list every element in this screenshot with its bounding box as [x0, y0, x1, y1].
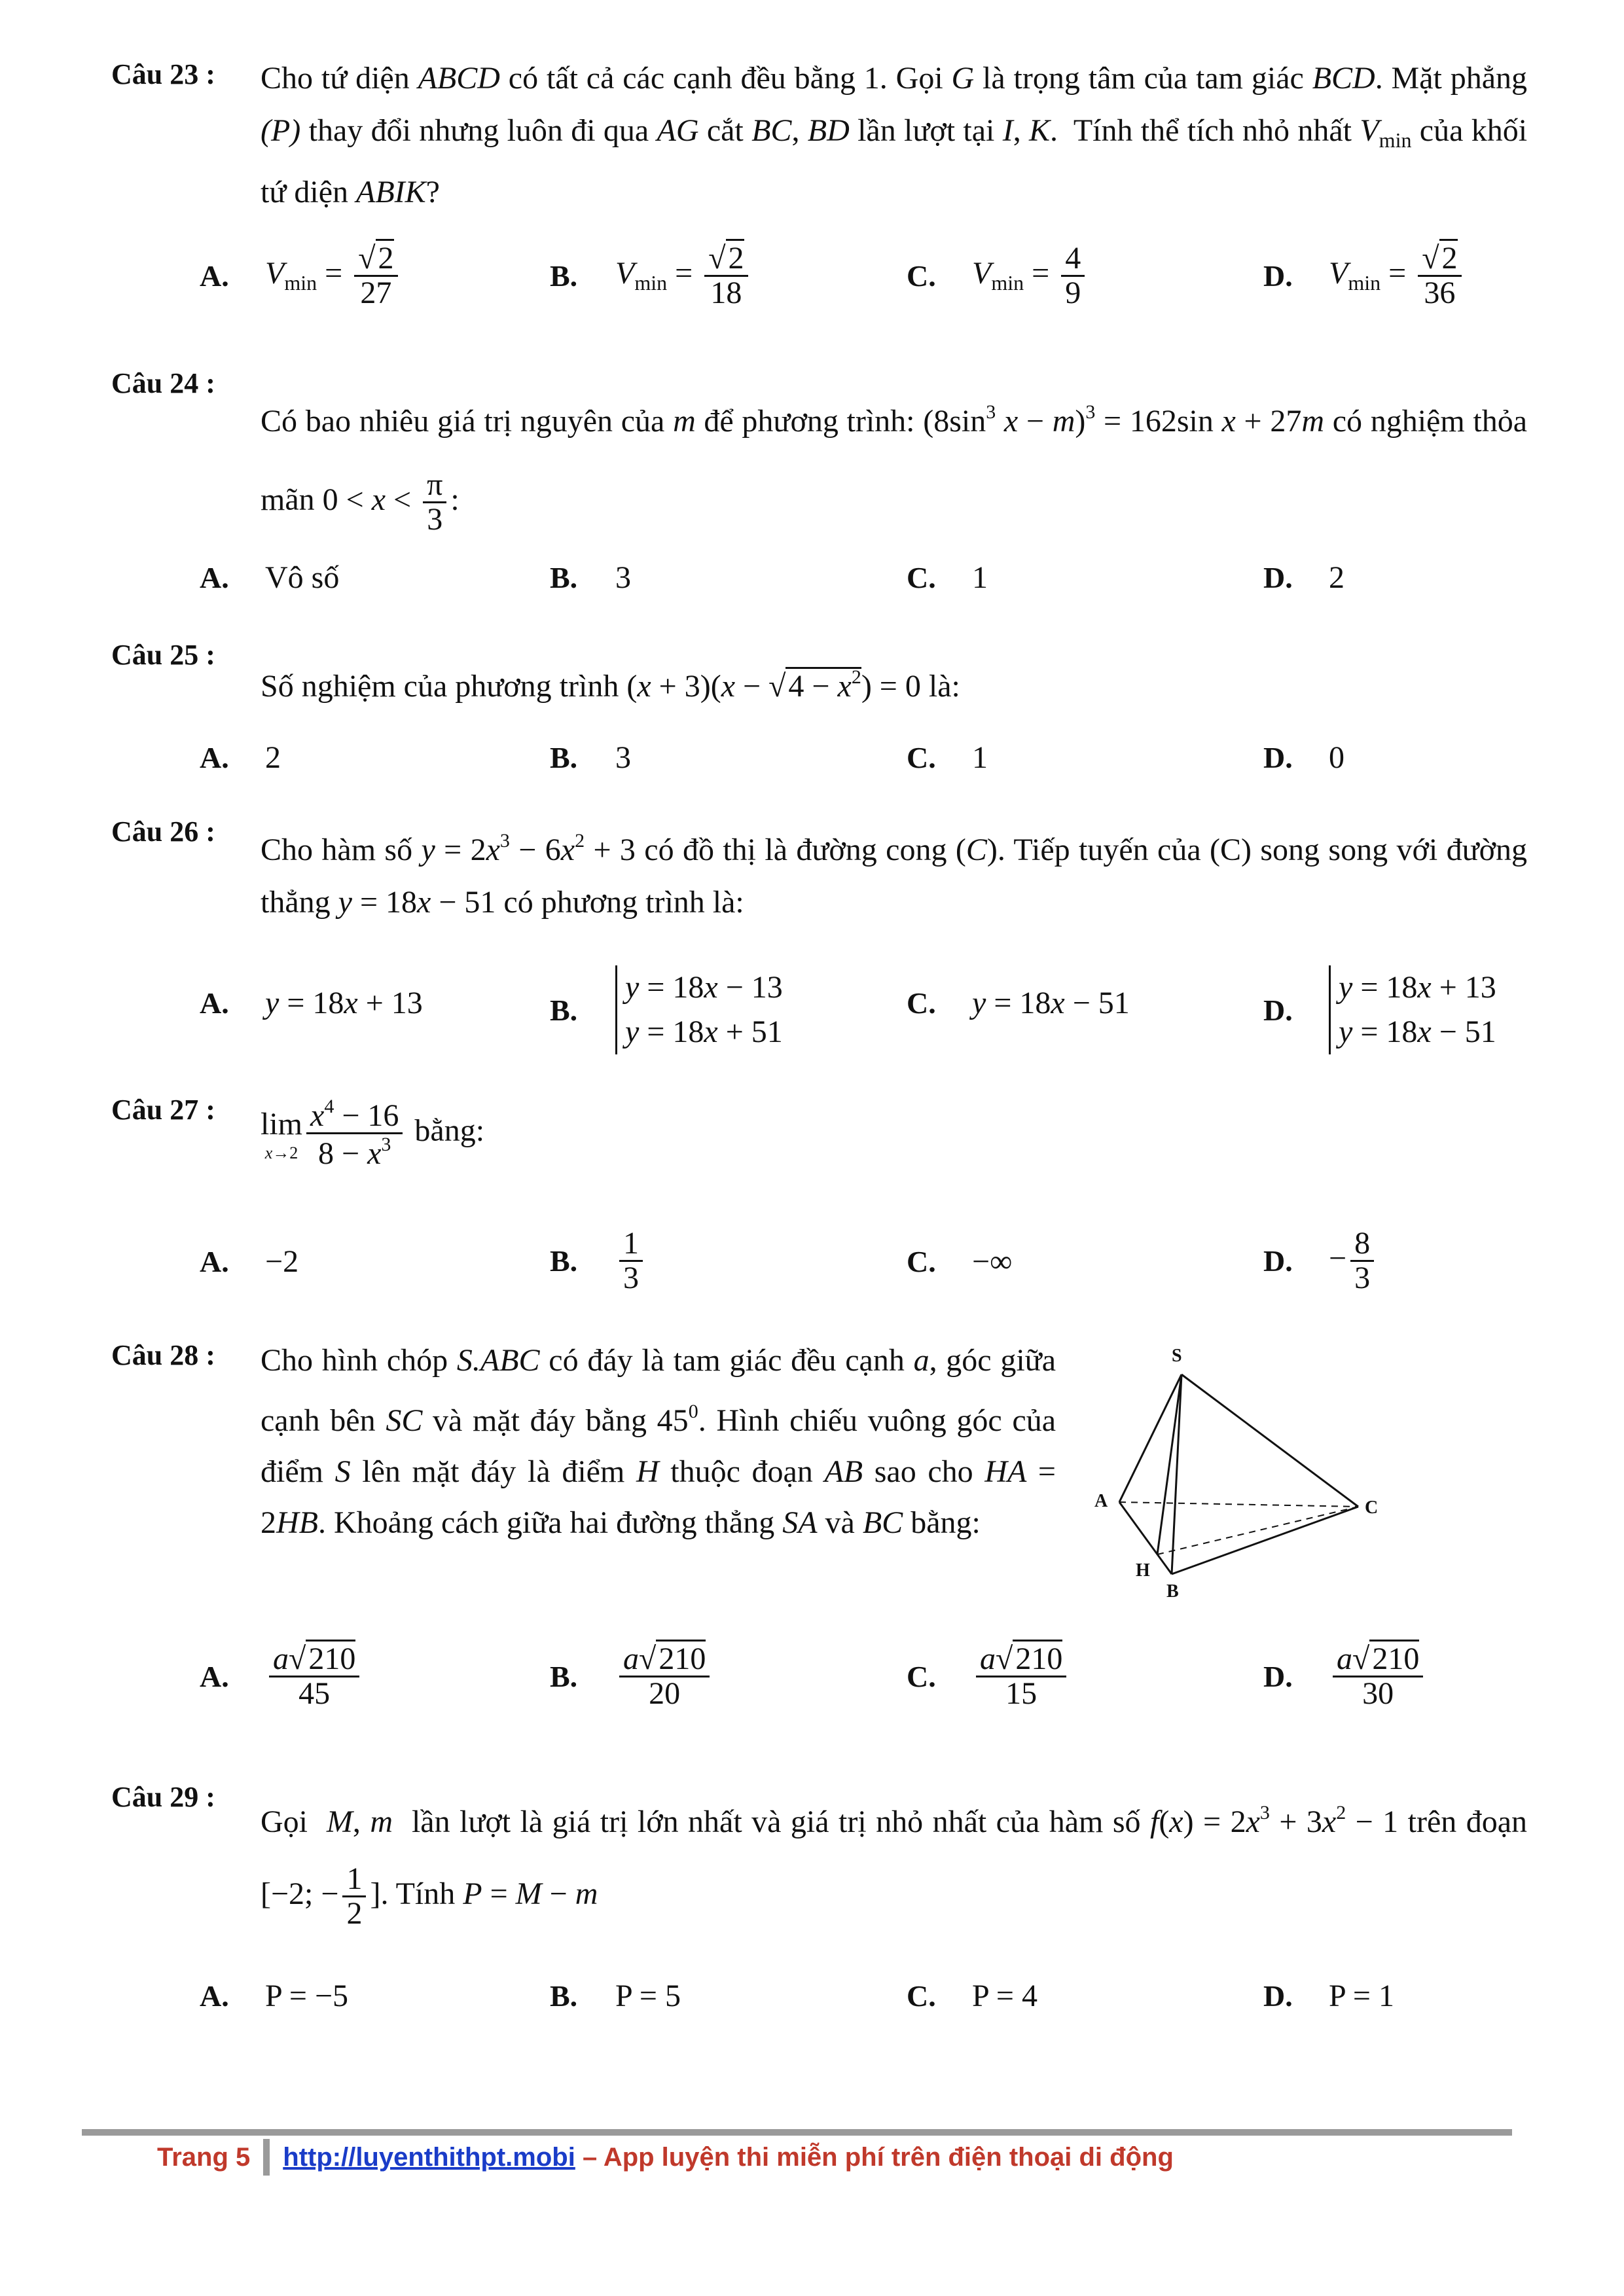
q26-option-b[interactable]: B. y = 18x − 13 y = 18x + 51 [550, 965, 783, 1054]
label-c: C [1365, 1498, 1379, 1518]
question-29-label: Câu 29 : [111, 1781, 215, 1813]
question-28-label: Câu 28 : [111, 1339, 215, 1371]
question-26-label: Câu 26 : [111, 816, 215, 848]
label-h: H [1136, 1560, 1150, 1581]
q29-option-d[interactable]: D. P = 1 [1263, 1979, 1394, 2013]
question-25-label: Câu 25 : [111, 639, 215, 671]
q26-option-d[interactable]: D. y = 18x + 13 y = 18x − 51 [1263, 965, 1496, 1054]
q23-option-c[interactable]: C. $V_{min}$ = $\frac{4}{9}$ [907, 242, 1089, 310]
question-28-text: Cho hình chóp S.ABC có đáy là tam giác đều cạnh a, góc giữa cạnh bên SC và mặt đáy bằng $45^0$. Hình chiếu vuông góc của điểm S lên mặt đáy là điểm H thuộc đoạn AB sao cho HA = 2HB. Khoảng cách giữa hai đường thẳng SA và BC bằng: [261, 1343, 1056, 1540]
question-29-text: Gọi M, m lần lượt là giá trị lớn nhất và giá trị nhỏ nhất của hàm số $f(x) = 2x^3 + 3x^2 - 1$ trên đoạn [−2; − $\frac{1}{2}$ ]. Tính P = M − m [261, 1802, 1528, 1931]
q28-option-a[interactable]: A. $\frac{a√210}{45}$ [200, 1643, 363, 1711]
edge-ac-hidden [1119, 1502, 1358, 1507]
footer-tagline: – App luyện thi miễn phí trên điện thoại di động [575, 2142, 1174, 2172]
label-s: S [1172, 1346, 1182, 1366]
q24-option-d[interactable]: D. 2 [1263, 560, 1344, 595]
question-24-label: Câu 24 : [111, 367, 215, 399]
question-23-text: Cho tứ diện ABCD có tất cả các cạnh đều bằng 1. Gọi G là trọng tâm của tam giác BCD. Mặt phẳng (P) thay đổi nhưng luôn đi qua AG cắt BC, BD lần lượt tại I, K. Tính thể tích nhỏ nhất $V_{min}$ của khối tứ diện ABIK? [261, 61, 1528, 209]
label-a: A [1094, 1491, 1108, 1511]
q26-option-c[interactable]: C. y = 18x − 51 [907, 986, 1130, 1020]
footer-separator [263, 2139, 270, 2176]
q29-option-c[interactable]: C. P = 4 [907, 1979, 1038, 2013]
q27-option-d[interactable]: D. − $\frac{8}{3}$ [1263, 1227, 1378, 1295]
segment-hc-hidden [1157, 1507, 1358, 1554]
page-footer [157, 2139, 1174, 2176]
question-27-label: Câu 27 : [111, 1094, 215, 1126]
footer-divider [82, 2129, 1512, 2136]
q23-option-a[interactable]: A. $V_{min}$ = $\frac{√2}{27}$ [200, 242, 402, 310]
question-24-text: Có bao nhiêu giá trị nguyên của m để phương trình: ($8\sin^3$ x − m)$^3$ = 162sin x + 27m có nghiệm thỏa mãn 0 < x < $\frac{\pi}{3}$ : [261, 401, 1528, 537]
q25-option-c[interactable]: C. 1 [907, 740, 988, 775]
q27-option-c[interactable]: C. −∞ [907, 1244, 1013, 1279]
q27-option-b[interactable]: B. $\frac{1}{3}$ [550, 1227, 647, 1295]
question-27-text: lim x→2 $\frac{x^4 - 16}{8 - x^3}$ bằng: [261, 1096, 485, 1172]
q25-option-d[interactable]: D. 0 [1263, 740, 1344, 775]
q24-option-a[interactable]: A. Vô số [200, 560, 340, 595]
footer-link[interactable]: http://luyenthithpt.mobi [283, 2142, 575, 2172]
q26-option-a[interactable]: A. y = 18x + 13 [200, 986, 423, 1020]
question-25-text: Số nghiệm của phương trình $(x + 3)(x - √4 - x^2) = 0$ là: [261, 666, 960, 704]
q25-option-a[interactable]: A. 2 [200, 740, 281, 775]
q29-option-b[interactable]: B. P = 5 [550, 1979, 681, 2013]
question-23-label: Câu 23 : [111, 58, 215, 90]
q23-option-b[interactable]: B. $V_{min}$ = $\frac{√2}{18}$ [550, 242, 752, 310]
q28-option-c[interactable]: C. $\frac{a√210}{15}$ [907, 1643, 1070, 1711]
question-26-text: Cho hàm số $y = 2x^3 - 6x^2 + 3$ có đồ thị là đường cong (C). Tiếp tuyến của (C) song song với đường thẳng y = 18x − 51 có phương trình là: [261, 830, 1527, 920]
q24-option-b[interactable]: B. 3 [550, 560, 631, 595]
q24-option-c[interactable]: C. 1 [907, 560, 988, 595]
edge-sc [1182, 1374, 1358, 1507]
q25-option-b[interactable]: B. 3 [550, 740, 631, 775]
page-number: Trang 5 [157, 2142, 251, 2172]
label-b: B [1166, 1581, 1179, 1602]
q28-option-b[interactable]: B. $\frac{a√210}{20}$ [550, 1643, 713, 1711]
pyramid-figure [1093, 1335, 1401, 1610]
edge-bc [1172, 1507, 1358, 1574]
q23-option-d[interactable]: D. $V_{min}$ = $\frac{√2}{36}$ [1263, 242, 1466, 310]
q28-option-d[interactable]: D. $\frac{a√210}{30}$ [1263, 1643, 1427, 1711]
q27-option-a[interactable]: A. −2 [200, 1244, 299, 1279]
q29-option-a[interactable]: A. P = −5 [200, 1979, 349, 2013]
